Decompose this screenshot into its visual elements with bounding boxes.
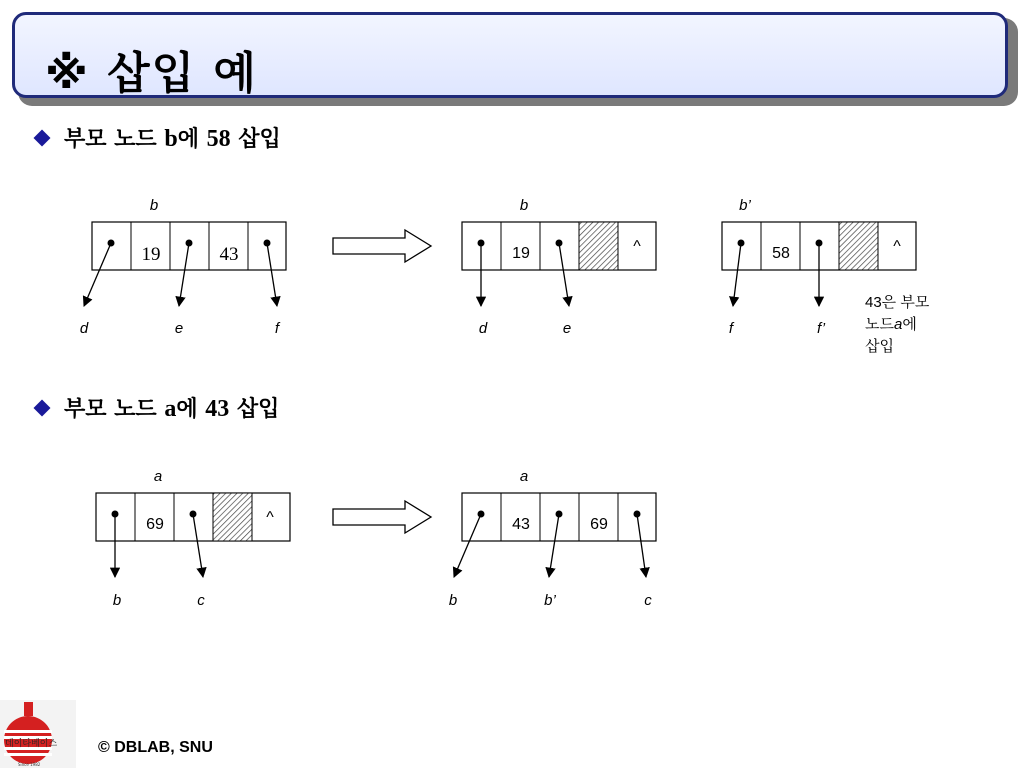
- node-b-before-key-2: 43: [219, 244, 239, 265]
- dblab-logo: [0, 700, 76, 768]
- bullet-1-pre: 부모 노드: [64, 127, 165, 152]
- node-b-prime-key: 58: [772, 245, 790, 262]
- child-label: d: [79, 320, 89, 337]
- node-a-before-key: 69: [146, 516, 164, 533]
- bullet-2-num: 43: [205, 396, 230, 422]
- child-label: c: [644, 592, 652, 609]
- bullet-2-post: 삽입: [229, 397, 280, 422]
- bullet-1-num: 58: [206, 126, 231, 152]
- null-pointer: ^: [633, 238, 641, 255]
- child-label: e: [174, 320, 184, 337]
- node-b-after: [462, 197, 656, 337]
- node-a-before: [96, 468, 290, 609]
- slide-title: ※ 삽입 예: [45, 48, 258, 99]
- node-b-prime-label: b’: [739, 197, 751, 214]
- node-a-after-key-1: 43: [512, 516, 530, 533]
- child-label: b: [448, 592, 458, 609]
- child-label: e: [562, 320, 572, 337]
- note-node: 노드: [865, 316, 894, 333]
- logo-sub: Since 1982: [18, 762, 41, 767]
- transform-arrow: [333, 230, 431, 262]
- node-a-after-label: a: [519, 468, 529, 485]
- node-b-before-label: b: [149, 197, 159, 214]
- logo-text: 데이타베이스: [5, 739, 58, 749]
- child-label: f: [274, 320, 280, 337]
- child-label: c: [197, 592, 205, 609]
- node-a-after-key-2: 69: [590, 516, 608, 533]
- null-pointer: ^: [266, 509, 274, 526]
- note-line-1: 43은 부모: [865, 294, 930, 311]
- bullet-2-pre: 부모 노드: [64, 397, 165, 422]
- node-b-after-key: 19: [512, 245, 530, 262]
- node-b-prime: [722, 197, 930, 355]
- transform-arrow: [333, 501, 431, 533]
- bullet-2-node: a: [164, 396, 177, 422]
- bullet-1-node: b: [164, 126, 178, 152]
- note-line-2: [865, 315, 917, 333]
- bullet-2-mid: 에: [176, 397, 206, 422]
- bullet-1-post: 삽입: [230, 127, 281, 152]
- node-b-before-key-1: 19: [141, 244, 161, 265]
- null-pointer: ^: [893, 238, 901, 255]
- node-a-before-label: a: [153, 468, 163, 485]
- note-line-3: 삽입: [865, 338, 894, 355]
- node-b-after-label: b: [519, 197, 529, 214]
- child-label: f: [728, 320, 734, 337]
- child-label: b’: [544, 592, 556, 609]
- child-label: d: [478, 320, 488, 337]
- note-e: 에: [902, 316, 917, 333]
- bullet-1-mid: 에: [177, 127, 207, 152]
- child-label: b: [112, 592, 122, 609]
- footer-copyright: © DBLAB, SNU: [98, 739, 213, 756]
- node-b-before: [80, 197, 286, 337]
- note-a: a: [893, 316, 903, 333]
- node-a-after: [449, 468, 656, 609]
- child-label: f’: [816, 320, 826, 337]
